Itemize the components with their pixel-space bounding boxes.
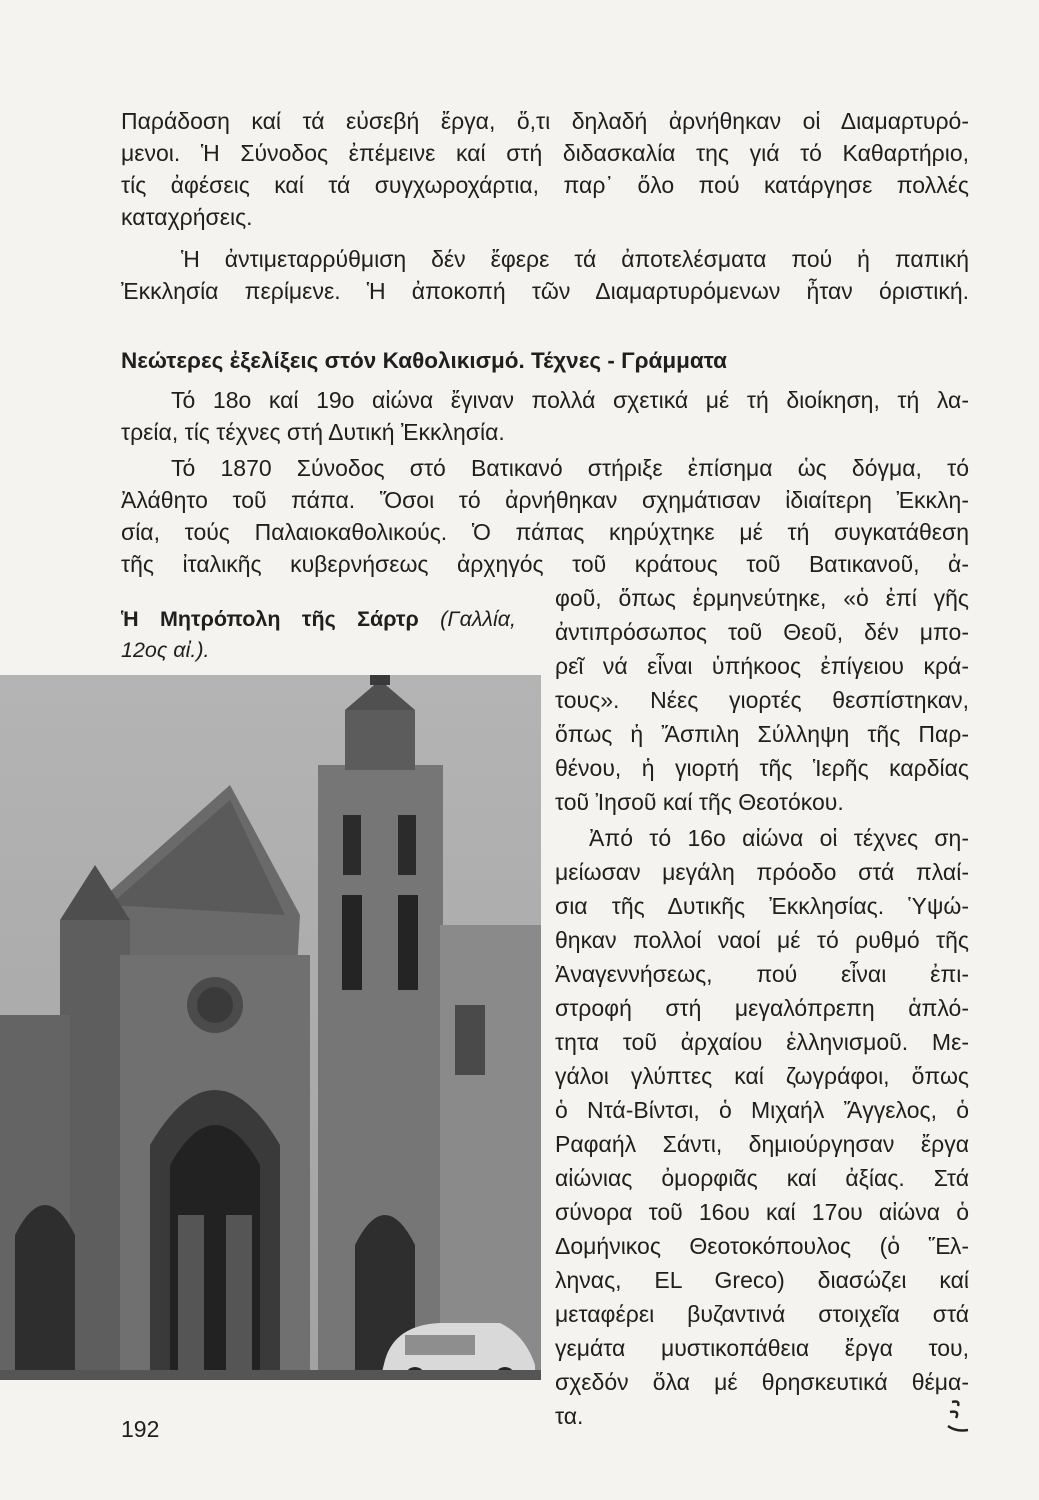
text-line: γάλοι γλύπτες καί ζωγράφοι, ὅπως [555, 1063, 969, 1089]
text-line: Ἀπό τό 16ο αἰώνα οἱ τέχνες ση- [589, 825, 969, 851]
text-line: Ἡ ἀντιμεταρρύθμιση δέν ἔφερε τά ἀποτελέσματα πού ἡ παπική [181, 246, 969, 272]
text-line: ληνας, EL Greco) διασώζει καί [555, 1267, 969, 1293]
caption-detail: (Γαλλία, [440, 607, 517, 631]
text-line: ἀντιπρόσωπος τοῦ Θεοῦ, δέν μπο- [555, 619, 969, 645]
text-line: σια τῆς Δυτικῆς Ἐκκλησίας. Ὑψώ- [555, 893, 969, 919]
caption-detail-line2: 12ος αἰ.). [121, 638, 210, 662]
text-line: στροφή στή μεγαλόπρεπη ἁπλό- [555, 995, 969, 1021]
text-line: αἰώνιας ὀμορφιᾶς καί ἀξίας. Στά [555, 1165, 969, 1191]
section-heading: Νεώτερες ἐξελίξεις στόν Καθολικισμό. Τέχνες - Γράμματα [121, 348, 727, 373]
text-line: τητα τοῦ ἀρχαίου ἑλληνισμοῦ. Με- [555, 1029, 969, 1055]
text-line: Ἀλάθητο τοῦ πάπα. Ὅσοι τό ἀρνήθηκαν σχημάτισαν ἰδιαίτερη Ἐκκλη- [121, 487, 969, 513]
text-line: φοῦ, ὅπως ἑρμηνεύτηκε, «ὁ ἐπί γῆς [555, 585, 969, 611]
text-line: γεμάτα μυστικοπάθεια ἔργα του, [555, 1335, 969, 1361]
text-line: καταχρήσεις. [121, 204, 253, 230]
caption-title: Ἡ Μητρόπολη τῆς Σάρτρ [121, 607, 419, 631]
text-line: Τό 1870 Σύνοδος στό Βατικανό στήριξε ἐπίσημα ὡς δόγμα, τό [171, 455, 969, 481]
text-line: μενοι. Ἡ Σύνοδος ἐπέμεινε καί στή διδασκαλία της γιά τό Καθαρτήριο, [121, 140, 969, 166]
text-line: σία, τούς Παλαιοκαθολικούς. Ὁ πάπας κηρύχτηκε μέ τή συγκατάθεση [121, 519, 969, 545]
text-line: τα. [555, 1403, 584, 1429]
text-line: τῆς ἰταλικῆς κυβερνήσεως ἀρχηγός τοῦ κράτους τοῦ Βατικανοῦ, ἀ- [121, 551, 969, 577]
text-line: μεταφέρει βυζαντινά στοιχεῖα στά [555, 1301, 969, 1327]
text-line: θένου, ἡ γιορτή τῆς Ἱερῆς καρδίας [555, 755, 969, 781]
text-line: Ραφαήλ Σάντι, δημιούργησαν ἔργα [555, 1131, 969, 1157]
text-line: θηκαν πολλοί ναοί μέ τό ρυθμό τῆς [555, 927, 969, 953]
text-line: ὅπως ἡ Ἄσπιλη Σύλληψη τῆς Παρ- [555, 721, 969, 747]
ink-mark-icon [946, 1396, 970, 1436]
text-line: Παράδοση καί τά εὐσεβή ἔργα, ὅ,τι δηλαδή ἀρνήθηκαν οἱ Διαμαρτυρό- [121, 108, 969, 134]
text-line: Τό 18ο καί 19ο αἰώνα ἔγιναν πολλά σχετικά μέ τή διοίκηση, τή λα- [171, 387, 969, 413]
page-number: 192 [121, 1416, 160, 1442]
text-line: τοῦ Ἰησοῦ καί τῆς Θεοτόκου. [555, 789, 844, 815]
text-line: ρεῖ νά εἶναι ὑπήκοος ἐπίγειου κρά- [555, 653, 969, 679]
text-line: τρεία, τίς τέχνες στή Δυτική Ἐκκλησία. [121, 419, 505, 445]
text-line: Ἀναγεννήσεως, πού εἶναι ἐπι- [555, 961, 969, 987]
text-line: ὁ Ντά-Βίντσι, ὁ Μιχαήλ Ἄγγελος, ὁ [555, 1097, 969, 1123]
text-line: μείωσαν μεγάλη πρόοδο στά πλαί- [555, 859, 969, 885]
text-line: σύνορα τοῦ 16ου καί 17ου αἰώνα ὁ [555, 1199, 969, 1225]
cathedral-illustration [0, 675, 541, 1380]
cathedral-photo [0, 675, 541, 1380]
photo-caption [121, 604, 541, 666]
text-line: τίς ἀφέσεις καί τά συγχωροχάρτια, παρ᾽ ὅλο πού κατάργησε πολλές [121, 172, 969, 198]
text-line: Ἐκκλησία περίμενε. Ἡ ἀποκοπή τῶν Διαμαρτυρόμενων ἦταν όριστική. [121, 278, 969, 304]
text-line: Δομήνικος Θεοτοκόπουλος (ὁ Ἕλ- [555, 1233, 969, 1259]
text-line: τους». Νέες γιορτές θεσπίστηκαν, [555, 687, 969, 713]
text-line: σχεδόν ὅλα μέ θρησκευτικά θέμα- [555, 1369, 969, 1395]
